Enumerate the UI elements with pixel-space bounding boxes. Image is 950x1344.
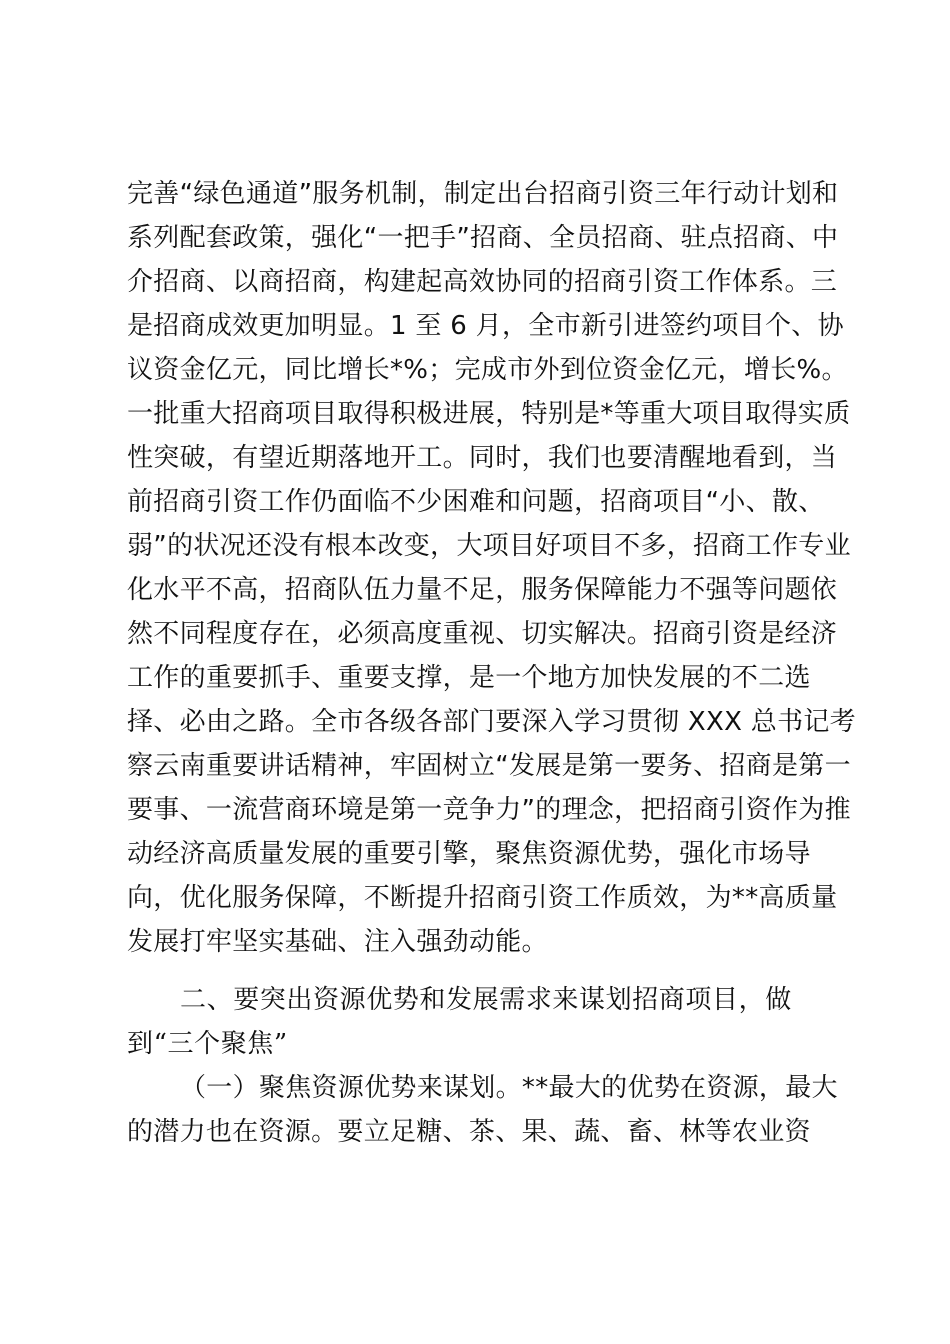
body-line: 一批重大招商项目取得积极进展，特别是*等重大项目取得实质 [127, 399, 851, 429]
body-line: 然不同程度存在，必须高度重视、切实解决。招商引资是经济 [127, 619, 838, 649]
body-line: 动经济高质量发展的重要引擎，聚焦资源优势，强化市场导 [127, 839, 811, 869]
body-line: 向，优化服务保障，不断提升招商引资工作质效，为**高质量 [127, 883, 838, 913]
body-line: 完善“绿色通道”服务机制，制定出台招商引资三年行动计划和 [127, 179, 839, 209]
section-heading: 到“三个聚焦” [127, 1029, 288, 1059]
subsection-line: （一）聚焦资源优势来谋划。**最大的优势在资源，最大 [180, 1073, 838, 1103]
body-line: 议资金亿元，同比增长*%；完成市外到位资金亿元，增长%。 [127, 355, 848, 385]
body-line: 工作的重要抓手、重要支撑，是一个地方加快发展的不二选 [127, 663, 811, 693]
body-line: 化水平不高，招商队伍力量不足，服务保障能力不强等问题依 [127, 575, 838, 605]
body-line: 系列配套政策，强化“一把手”招商、全员招商、驻点招商、中 [127, 223, 839, 253]
body-line: 发展打牢坚实基础、注入强劲动能。 [127, 927, 548, 957]
subsection-line: 的潜力也在资源。要立足糖、茶、果、蔬、畜、林等农业资 [127, 1117, 811, 1147]
body-line: 察云南重要讲话精神，牢固树立“发展是第一要务、招商是第一 [127, 751, 851, 781]
body-line: 要事、一流营商环境是第一竞争力”的理念，把招商引资作为推 [127, 795, 851, 825]
body-line: 前招商引资工作仍面临不少困难和问题，招商项目“小、散、 [127, 487, 825, 517]
body-line: 是招商成效更加明显。1 至 6 月，全市新引进签约项目个、协 [127, 311, 844, 341]
body-line: 弱”的状况还没有根本改变，大项目好项目不多，招商工作专业 [127, 531, 851, 561]
body-line: 介招商、以商招商，构建起高效协同的招商引资工作体系。三 [127, 267, 838, 297]
body-line: 性突破，有望近期落地开工。同时，我们也要清醒地看到，当 [127, 443, 838, 473]
section-heading: 二、要突出资源优势和发展需求来谋划招商项目，做 [180, 985, 792, 1015]
body-line: 择、必由之路。全市各级各部门要深入学习贯彻 XXX 总书记考 [127, 707, 856, 737]
